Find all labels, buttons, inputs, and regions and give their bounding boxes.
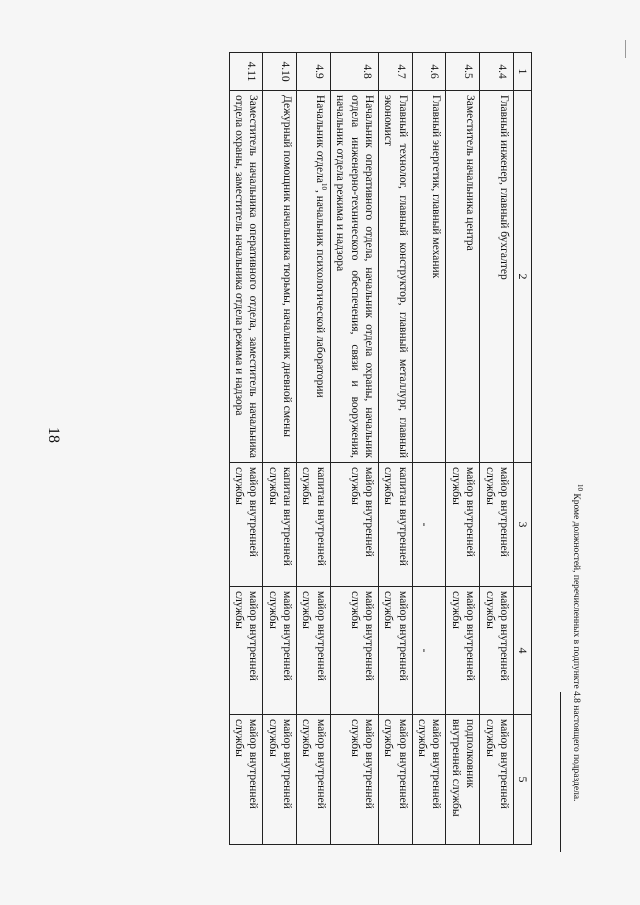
table-row (330, 53, 378, 845)
rank-cell: майор внутренней службы (480, 463, 514, 587)
rank-cell: майор внутренней службы (480, 587, 514, 715)
rank-cell: майор внутренней службы (229, 587, 263, 715)
row-number: 4.8 (330, 53, 378, 91)
page-number: 18 (45, 427, 62, 443)
row-number: 4.4 (480, 53, 514, 91)
rank-cell: майор внутренней службы (379, 715, 413, 845)
row-number: 4.5 (446, 53, 480, 91)
rank-cell: майор внутренней службы (330, 587, 378, 715)
rank-cell: подполковник внутренней службы (446, 715, 480, 845)
position-cell: Главный инженер, главный бухгалтер (480, 91, 514, 463)
rank-cell: майор внутренней службы (480, 715, 514, 845)
rank-table (229, 52, 532, 845)
row-number: 4.7 (379, 53, 413, 91)
row-number: 4.6 (412, 53, 446, 91)
scan-edge-mark (625, 40, 626, 58)
table-row (229, 53, 263, 845)
row-number: 4.9 (297, 53, 331, 91)
rank-cell: майор внутренней службы (379, 587, 413, 715)
position-cell: Заместитель начальника центра (446, 91, 480, 463)
rank-cell: - (412, 587, 446, 715)
rank-cell: капитан внутренней службы (297, 463, 331, 587)
table-header-row (514, 53, 532, 845)
column-header: 3 (514, 463, 532, 587)
rank-cell: майор внутренней службы (263, 587, 297, 715)
rank-cell: майор внутренней службы (229, 463, 263, 587)
row-number: 4.11 (229, 53, 263, 91)
footnote-text: Кроме должностей, перечисленных в подпункте 4.8 настоящего подраздела. (570, 491, 581, 802)
position-cell: Заместитель начальника оперативного отдела, заместитель начальника отдела охраны, заместитель начальника отдела режима и надзора (229, 91, 263, 463)
table-row (480, 53, 514, 845)
footnote-ref: 10 (319, 182, 328, 190)
row-number: 4.10 (263, 53, 297, 91)
rank-cell: капитан внутренней службы (379, 463, 413, 587)
position-cell (297, 91, 331, 463)
position-cell: Начальник оперативного отдела, начальник отдела охраны, начальник отдела инженерно-технического обеспечения, связи и вооружения, начальник отдела режима и надзора (330, 91, 378, 463)
rank-cell: - (412, 463, 446, 587)
rank-cell: майор внутренней службы (297, 587, 331, 715)
column-header: 5 (514, 715, 532, 845)
column-header: 1 (514, 53, 532, 91)
footnote (571, 484, 584, 876)
rank-cell: майор внутренней службы (229, 715, 263, 845)
table-row (412, 53, 446, 845)
table-row (446, 53, 480, 845)
table-row (297, 53, 331, 845)
position-cell: Главный энергетик, главный механик (412, 91, 446, 463)
rank-cell: капитан внутренней службы (263, 463, 297, 587)
rank-cell: майор внутренней службы (330, 463, 378, 587)
position-text: Начальник отдела (314, 95, 327, 183)
footnote-marker: 10 (576, 484, 584, 491)
rotated-page-content (68, 52, 532, 844)
rank-cell: майор внутренней службы (412, 715, 446, 845)
footnote-divider (560, 692, 561, 852)
rank-cell: майор внутренней службы (330, 715, 378, 845)
rank-cell: майор внутренней службы (297, 715, 331, 845)
column-header: 4 (514, 587, 532, 715)
rank-cell: майор внутренней службы (263, 715, 297, 845)
table-row (263, 53, 297, 845)
position-text-rest: , начальник психологической лаборатории (314, 189, 327, 398)
table-row (379, 53, 413, 845)
rank-cell: майор внутренней службы (446, 587, 480, 715)
position-cell: Дежурный помощник начальника тюрьмы, начальник дневной смены (263, 91, 297, 463)
column-header: 2 (514, 91, 532, 463)
rank-cell: майор внутренней службы (446, 463, 480, 587)
position-cell: Главный технолог, главный конструктор, главный металлург, главный экономист (379, 91, 413, 463)
